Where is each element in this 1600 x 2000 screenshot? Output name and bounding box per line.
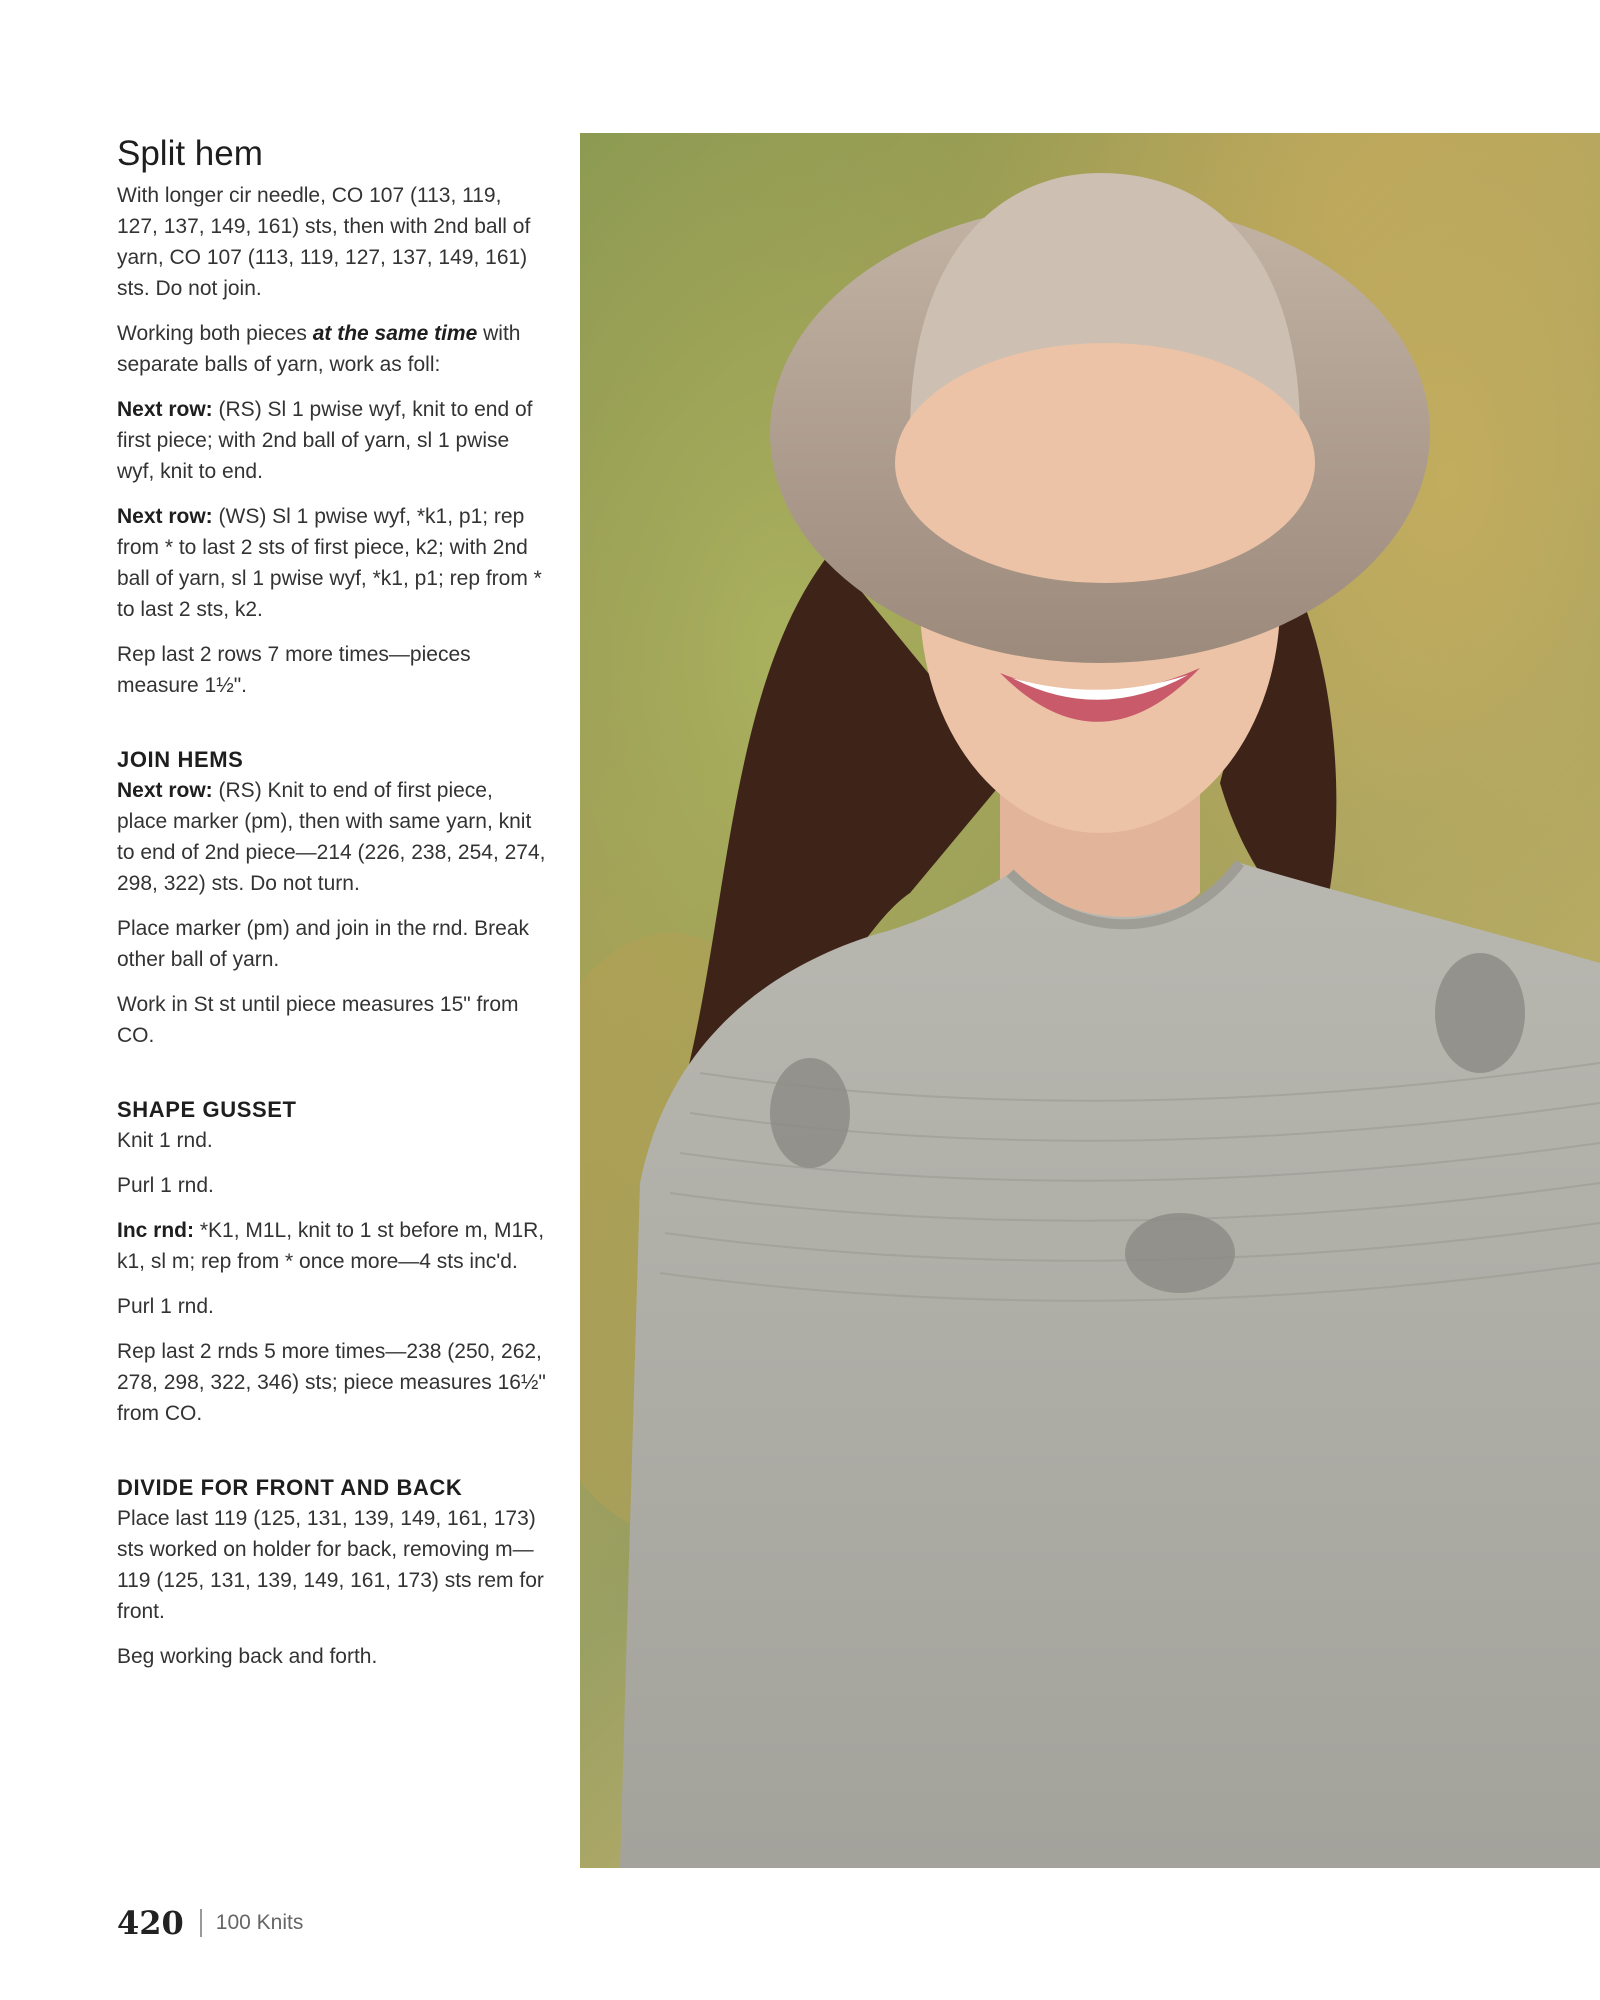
gusset-purl-rnd: Purl 1 rnd. bbox=[117, 1174, 214, 1197]
pattern-text-column bbox=[117, 130, 547, 1686]
divide-holder: Place last 119 (125, 131, 139, 149, 161, 173) sts worked on holder for back, removing m—119 (125, 131, 139, 149, 161, 173) sts rem for front. bbox=[117, 1507, 544, 1623]
gusset-repeat: Rep last 2 rnds 5 more times—238 (250, 262, 278, 298, 322, 346) sts; piece measures 16½" from CO. bbox=[117, 1340, 546, 1425]
join-hems-heading: JOIN HEMS bbox=[117, 747, 244, 772]
footer-divider bbox=[200, 1909, 202, 1937]
join-hems-row: Next row: (RS) Knit to end of first piece, place marker (pm), then with same yarn, knit to end of 2nd piece—214 (226, 238, 254, 274, 298, 322) sts. Do not turn. bbox=[117, 779, 546, 895]
page-number: 420 bbox=[117, 1904, 184, 1942]
split-hem-ws-row: Next row: (WS) Sl 1 pwise wyf, *k1, p1; rep from * to last 2 sts of first piece, k2; with 2nd ball of yarn, sl 1 pwise wyf, *k1, p1; rep from * to last 2 sts, k2. bbox=[117, 505, 542, 621]
gusset-inc-rnd: Inc rnd: *K1, M1L, knit to 1 st before m, M1R, k1, sl m; rep from * once more—4 sts inc'd. bbox=[117, 1219, 545, 1273]
row-label: Inc rnd: bbox=[117, 1219, 194, 1242]
split-hem-instructions: Working both pieces at the same time with separate balls of yarn, work as foll: bbox=[117, 322, 521, 376]
divide-heading: DIVIDE FOR FRONT AND BACK bbox=[117, 1475, 463, 1500]
join-hems-st-st: Work in St st until piece measures 15" from CO. bbox=[117, 993, 519, 1047]
emphasis-same-time: at the same time bbox=[312, 322, 478, 345]
row-label: Next row: bbox=[117, 779, 213, 802]
page-footer bbox=[117, 1904, 303, 1942]
model-photo bbox=[580, 133, 1600, 1868]
gusset-purl-rnd-2: Purl 1 rnd. bbox=[117, 1295, 214, 1318]
divide-back-forth: Beg working back and forth. bbox=[117, 1645, 378, 1668]
split-hem-title: Split hem bbox=[117, 134, 263, 173]
book-title: 100 Knits bbox=[215, 1911, 304, 1934]
gusset-knit-rnd: Knit 1 rnd. bbox=[117, 1129, 213, 1152]
split-hem-repeat: Rep last 2 rows 7 more times—pieces measure 1½". bbox=[117, 643, 471, 697]
join-hems-marker: Place marker (pm) and join in the rnd. Break other ball of yarn. bbox=[117, 917, 530, 971]
split-hem-rs-row: Next row: (RS) Sl 1 pwise wyf, knit to end of first piece; with 2nd ball of yarn, sl 1 pwise wyf, knit to end. bbox=[117, 398, 533, 483]
row-label: Next row: bbox=[117, 505, 213, 528]
row-label: Next row: bbox=[117, 398, 213, 421]
split-hem-cast-on: With longer cir needle, CO 107 (113, 119, 127, 137, 149, 161) sts, then with 2nd ball of yarn, CO 107 (113, 119, 127, 137, 149, 161) sts. Do not join. bbox=[117, 184, 531, 300]
shape-gusset-heading: SHAPE GUSSET bbox=[117, 1097, 297, 1122]
